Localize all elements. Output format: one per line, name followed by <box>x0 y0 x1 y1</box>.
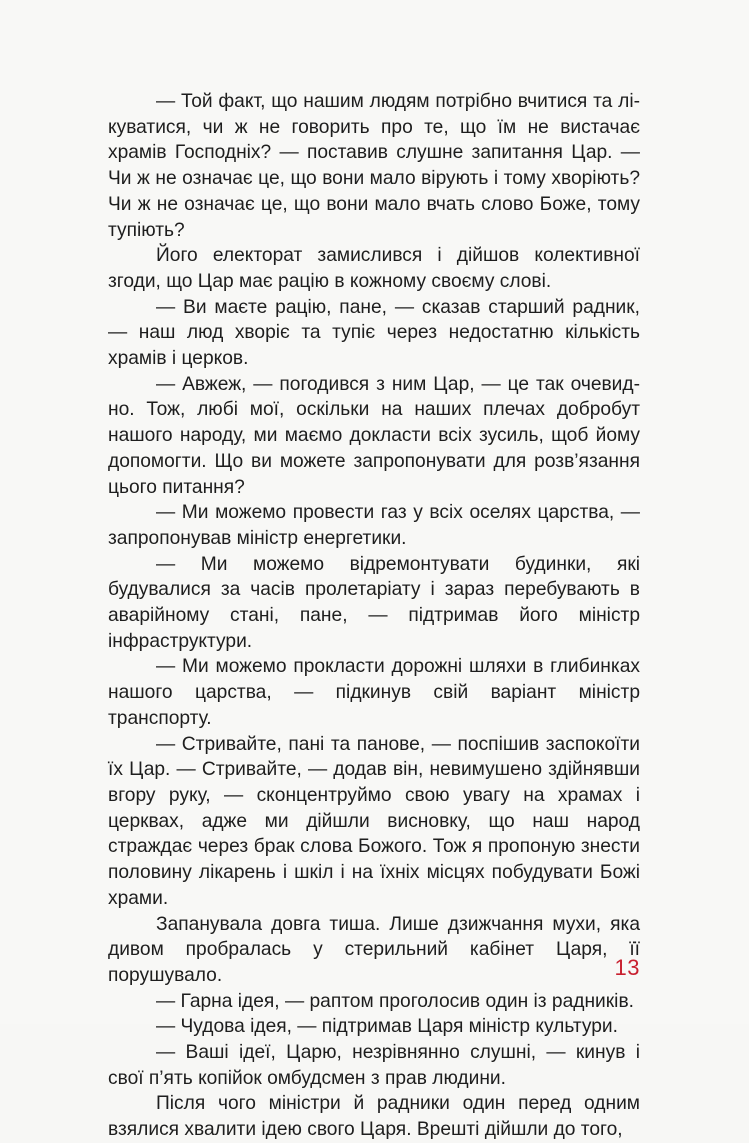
body-text <box>108 89 640 1143</box>
paragraph: — Чудова ідея, — підтримав Царя міністр культури. <box>156 1016 618 1038</box>
paragraph: — Ми можемо прокласти дорожні шляхи в глибинках нашого царства, — підкинув свій варіант міністр транспорту. <box>108 656 640 729</box>
paragraph: Після чого міністри й радники один перед одним взялися хвалити ідею свого Царя. Врешті дійшли до того, <box>108 1093 640 1141</box>
paragraph: — Ваші ідеї, Царю, незрівнянно слушні, — кинув і свої п’ять копійок омбудсмен з прав людини. <box>108 1042 640 1089</box>
page-number: 13 <box>614 955 640 980</box>
paragraph: — Той факт, що нашим людям потрібно вчитися та лікуватися, чи ж не говорить про те, що їм не вистачає храмів Господніх? — поставив слушне запитання Цар. — Чи ж не означає це, що вони мало вірують і тому хворіють? Чи ж не означає це, що вони мало вчать слово Боже, тому тупіють? <box>108 91 640 241</box>
paragraph: Запанувала довга тиша. Лише дзижчання мухи, яка дивом пробралась у стерильний кабінет Царя, її порушувало. <box>108 913 640 986</box>
paragraph: — Стривайте, пані та панове, — поспішив заспокоїти їх Цар. — Стривайте, — додав він, невимушено здійнявши вгору руку, — сконцентруймо свою увагу на храмах і церквах, адже ми дійшли висновку, що наш народ страждає через брак слова Божого. Тож я пропоную знести половину лікарень і шкіл і на їхніх місцях побудувати Божі храми. <box>108 733 640 909</box>
paragraph: — Ви маєте рацію, пане, — сказав старший радник, — наш люд хворіє та тупіє через недостатню кількість храмів і церков. <box>108 296 640 370</box>
paragraph: — Ми можемо відремонтувати будинки, які будувалися за часів пролетаріату і зараз перебувають в аварійному стані, пане, — підтримав його міністр інфраструктури. <box>108 553 640 652</box>
paragraph: — Авжеж, — погодився з ним Цар, — це так очевидно. Тож, любі мої, оскільки на наших плечах добробут нашого народу, ми маємо докласти всіх зусиль, щоб йому допомогти. Що ви можете запропонувати для розв’язання цього питання? <box>108 373 640 498</box>
paragraph: — Гарна ідея, — раптом проголосив один із радників. <box>156 990 634 1012</box>
paragraph: Його електорат замислився і дійшов колективної згоди, що Цар має рацію в кожному своєму слові. <box>108 245 640 292</box>
paragraph: — Ми можемо провести газ у всіх оселях царства, — запропонував міністр енергетики. <box>108 502 640 549</box>
